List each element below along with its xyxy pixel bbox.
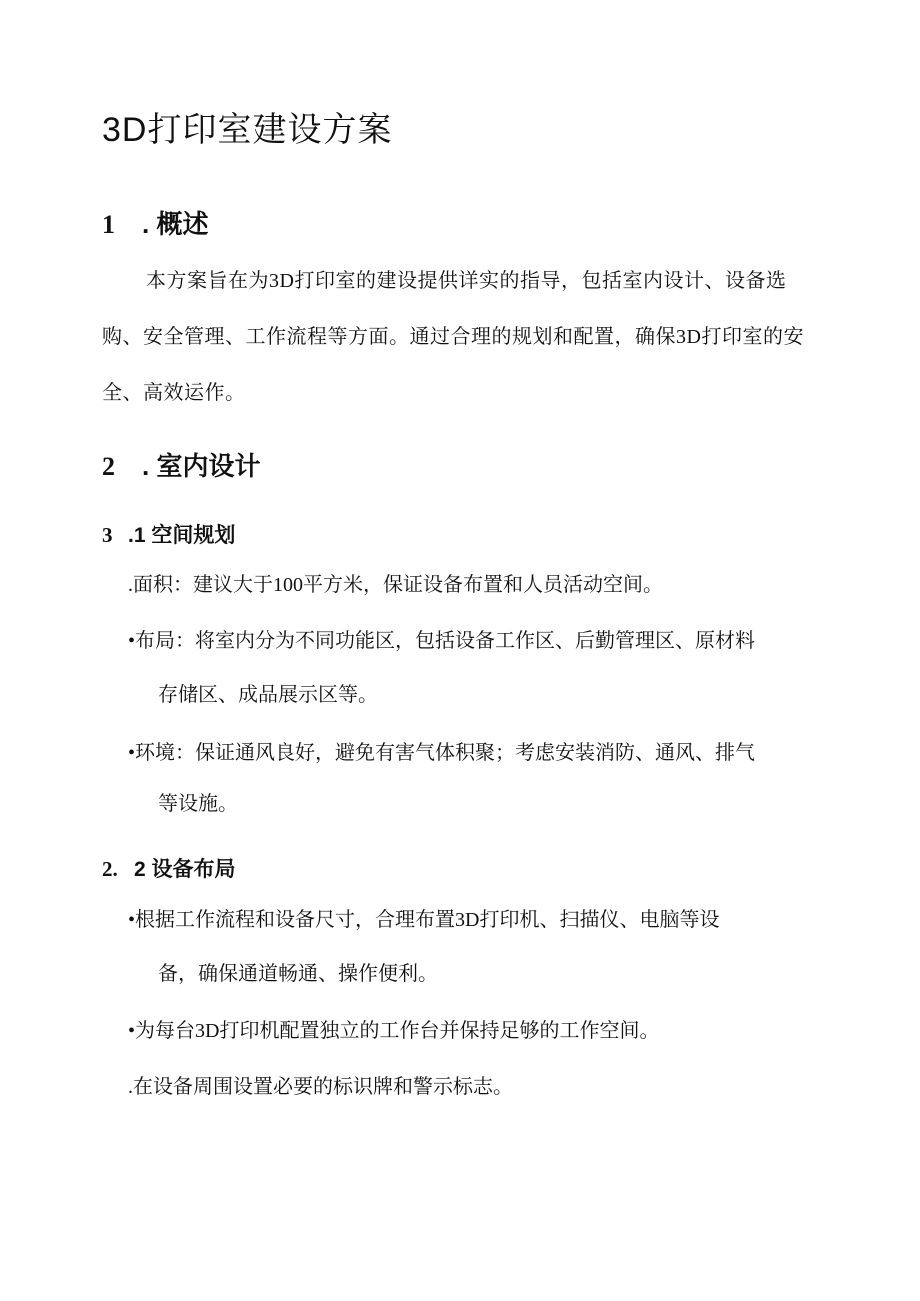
- document-title: 3D打印室建设方案: [102, 111, 393, 149]
- item-marker: •: [128, 742, 136, 764]
- item-marker: •: [128, 909, 136, 931]
- subsection-number: 2.: [102, 857, 118, 881]
- subsection-title: 2 设备布局: [134, 858, 236, 881]
- subsection-heading-equipment-layout: [102, 853, 236, 883]
- list-item: [128, 613, 818, 669]
- list-item: [128, 1003, 818, 1059]
- list-item-continuation: 备，确保通道畅通、操作便利。: [158, 963, 438, 985]
- item-marker: •: [128, 630, 136, 652]
- section-number: 1: [102, 210, 115, 239]
- subsection-number: 3: [102, 523, 113, 547]
- item-text: 布局：将室内分为不同功能区，包括设备工作区、后勤管理区、原材料: [135, 630, 756, 652]
- list-item: [128, 1059, 818, 1115]
- subsection-title: .1 空间规划: [128, 524, 236, 547]
- overview-paragraph: 本方案旨在为3D打印室的建设提供详实的指导，包括室内设计、设备选购、安全管理、工作流程等方面。通过合理的规划和配置，确保3D打印室的安全、高效运作。: [102, 270, 804, 404]
- item-text: 环境：保证通风良好，避免有害气体积聚；考虑安装消防、通风、排气: [135, 742, 756, 764]
- section-title: . 概述: [142, 209, 209, 239]
- section-title: . 室内设计: [142, 451, 261, 481]
- section-heading-interior-design: [102, 446, 260, 483]
- item-text: 根据工作流程和设备尺寸，合理布置3D打印机、扫描仪、电脑等设: [135, 909, 720, 931]
- list-item: [128, 725, 818, 781]
- item-text: 为每台3D打印机配置独立的工作台并保持足够的工作空间。: [135, 1020, 660, 1042]
- section-heading-overview: [102, 204, 208, 241]
- item-marker: .: [128, 574, 133, 596]
- item-marker: .: [128, 1076, 133, 1098]
- list-item-continuation: 等设施。: [158, 793, 238, 815]
- item-text: 面积：建议大于100平方米，保证设备布置和人员活动空间。: [133, 574, 663, 596]
- list-item-continuation: 存储区、成品展示区等。: [158, 684, 378, 706]
- list-item: [128, 892, 818, 948]
- item-text: 在设备周围设置必要的标识牌和警示标志。: [133, 1076, 513, 1098]
- list-item: [128, 557, 818, 613]
- subsection-heading-space-planning: [102, 519, 235, 549]
- section-number: 2: [102, 452, 115, 481]
- item-marker: •: [128, 1020, 136, 1042]
